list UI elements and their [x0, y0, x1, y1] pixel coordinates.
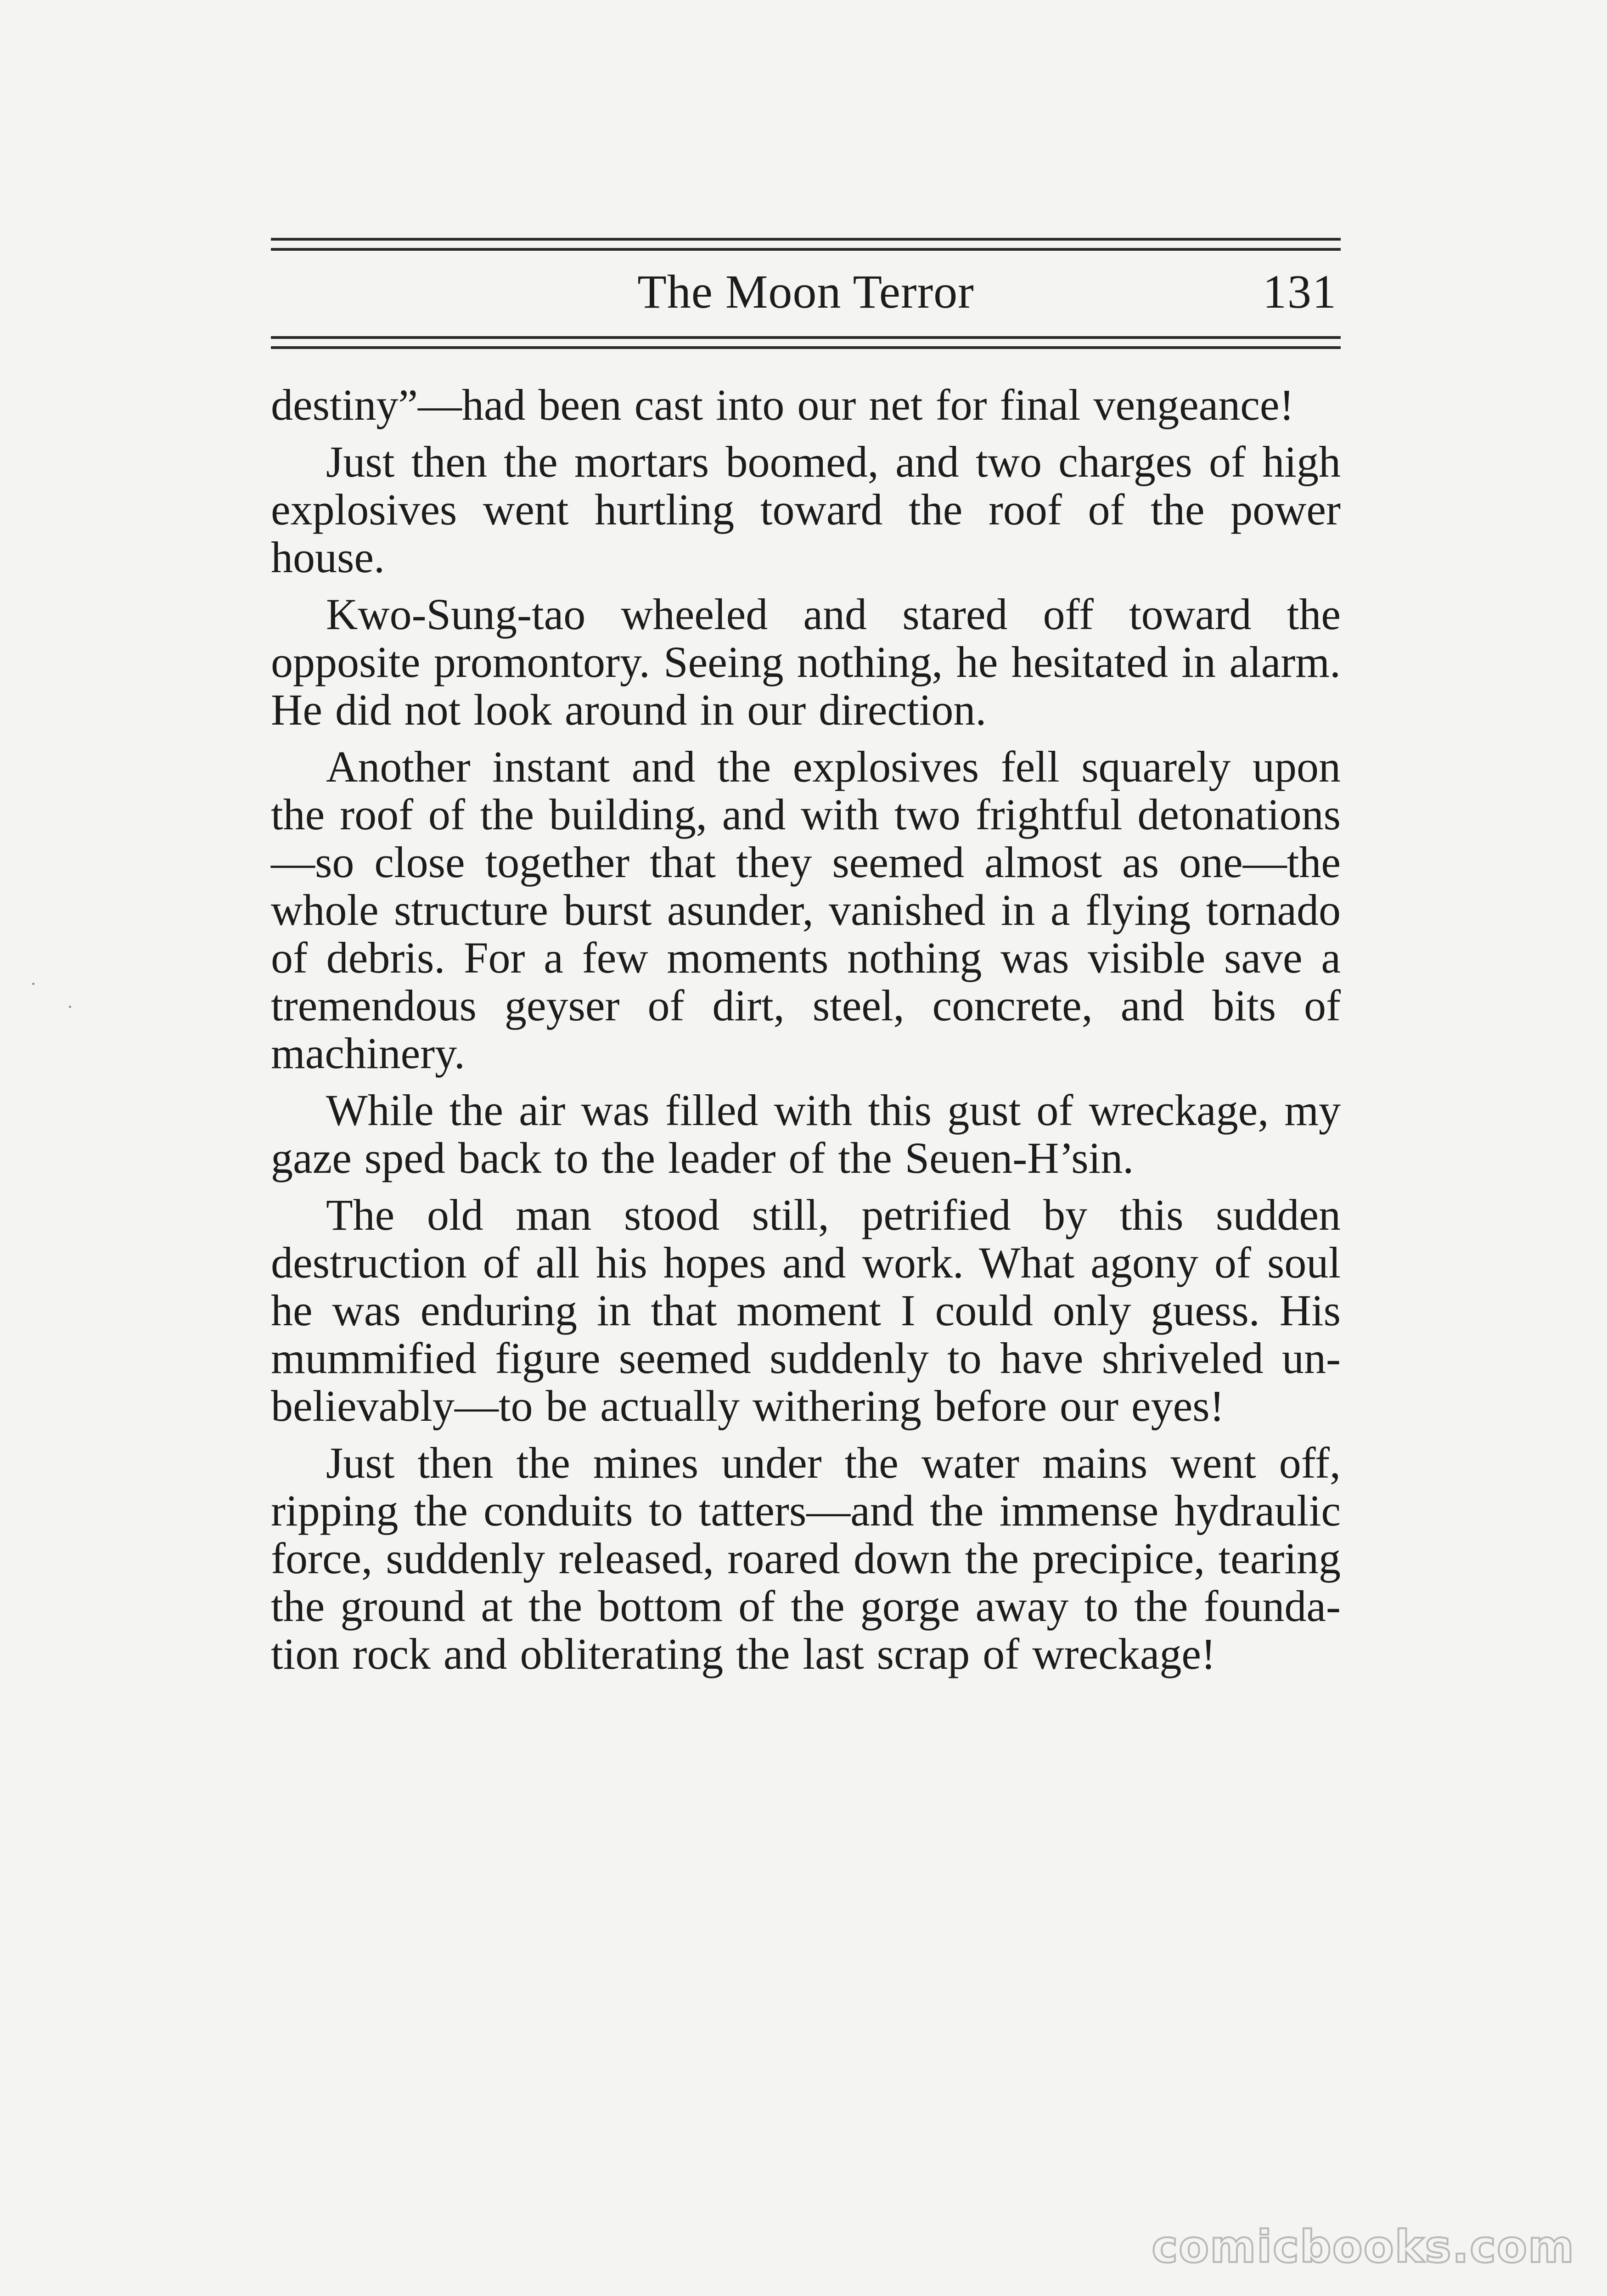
paragraph: The old man stood still, petrified by this sudden destruction of all his hopes and work. What agony of soul he was enduring in that moment I could only guess. His mummified figure seemed suddenly to have shriveled unbelievably—to be actually withering before our eyes! — [271, 1190, 1341, 1430]
paragraph: Another instant and the explosives fell squarely upon the roof of the building, and with two frightful detonations—so close together that they seemed almost as one—the whole structure burst asunder, vanished in a flying tornado of debris. For a few moments nothing was visible save a tremendous geyser of dirt, steel, concrete, and bits of machinery. — [271, 742, 1341, 1078]
header-rule-top-outer — [271, 238, 1341, 241]
header-rule-top-inner — [271, 248, 1341, 251]
watermark: comicbooks.com — [1152, 2221, 1575, 2273]
header-rule-bottom-inner — [271, 336, 1341, 339]
paragraph: Just then the mortars boomed, and two charges of high explosives went hurtling toward the roof of the power house. — [271, 437, 1341, 582]
running-title: The Moon Terror — [637, 265, 974, 318]
paragraph: While the air was filled with this gust of wreckage, my gaze sped back to the leader of the Seuen-H’sin. — [271, 1086, 1341, 1182]
page-header — [271, 234, 1341, 349]
header-rule-bottom-outer — [271, 346, 1341, 349]
paragraph: destiny”—had been cast into our net for final vengeance! — [271, 380, 1294, 429]
paper-speck — [69, 1006, 71, 1008]
page-number: 131 — [1263, 265, 1337, 318]
paragraph: Kwo-Sung-tao wheeled and stared off toward the opposite promontory. Seeing nothing, he hesitated in alarm. He did not look around in our direction. — [271, 590, 1341, 734]
paragraph: Just then the mines under the water mains went off, ripping the conduits to tatters—and the immense hydraulic force, suddenly released, roared down the precipice, tearing the ground at the bottom of the gorge away to the foundation rock and obliterating the last scrap of wreckage! — [271, 1438, 1341, 1678]
paper-speck — [32, 983, 34, 985]
body-text — [271, 381, 1341, 1687]
